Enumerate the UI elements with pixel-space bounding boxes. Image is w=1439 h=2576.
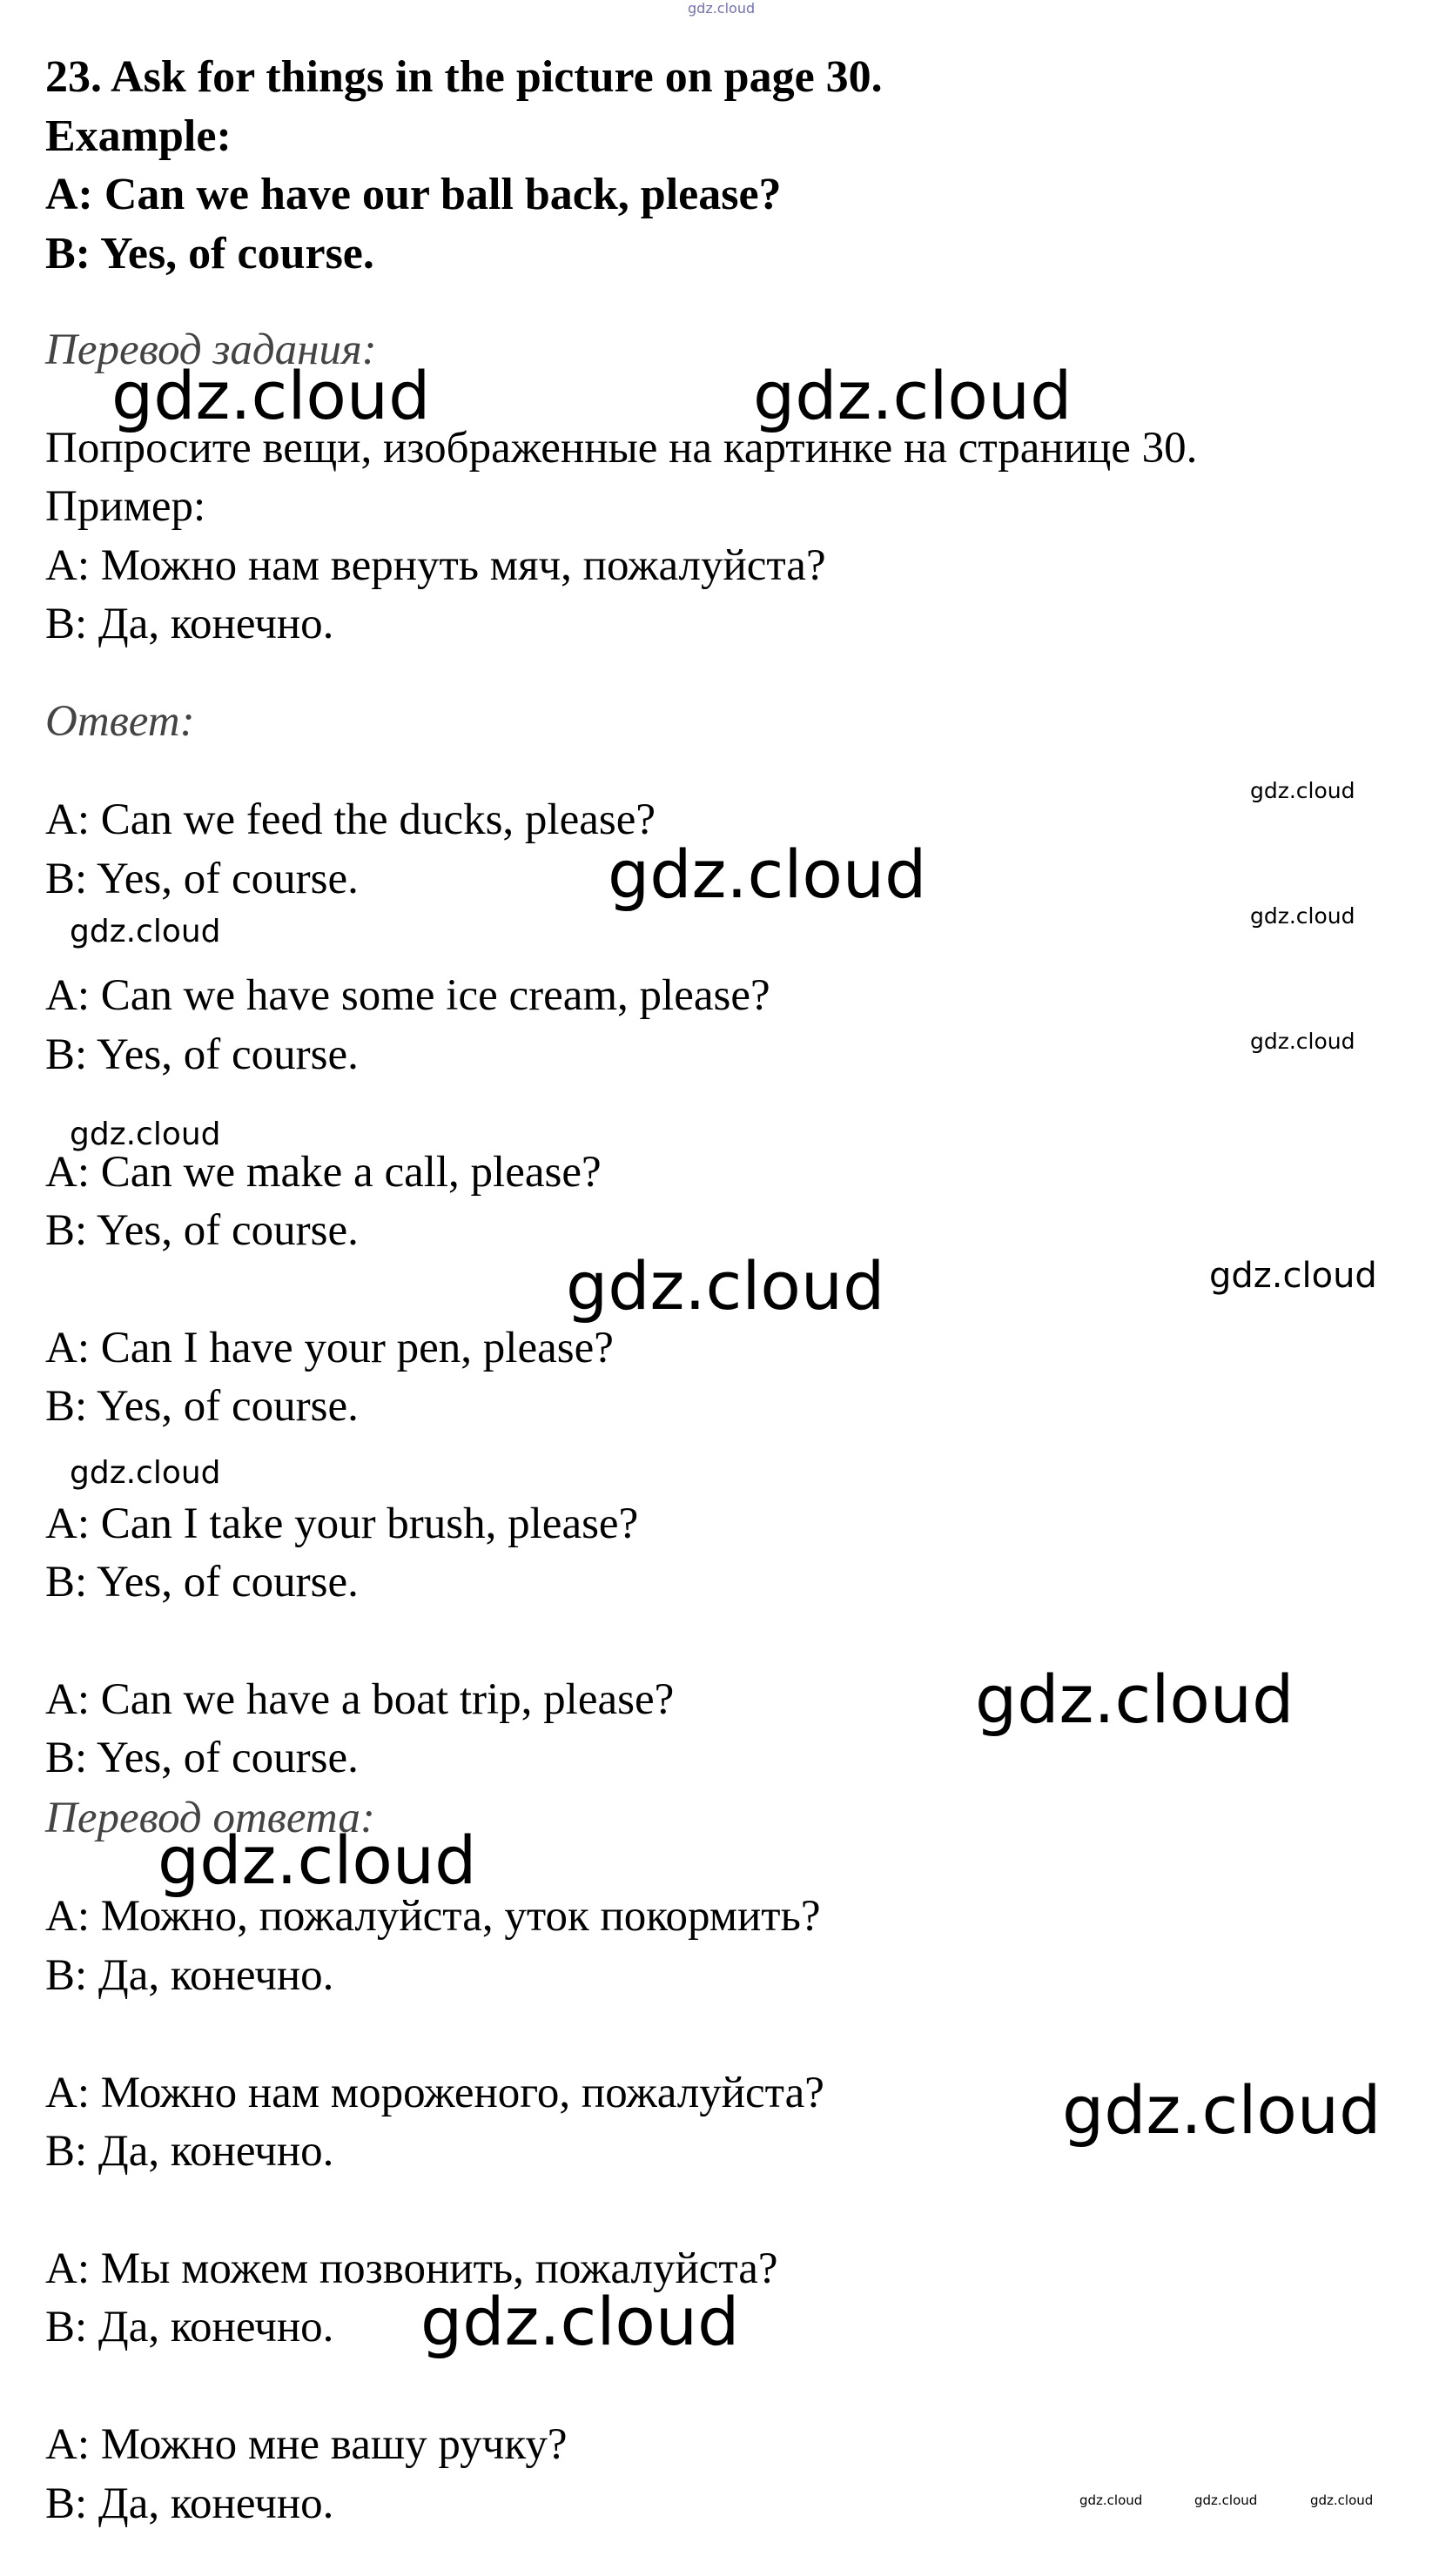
answer-translation-line-a: А: Мы можем позвонить, пожалуйста? xyxy=(45,2244,778,2293)
answer-line-a: A: Can we feed the ducks, please? xyxy=(45,795,656,844)
watermark: gdz.cloud xyxy=(975,1660,1294,1738)
answer-translation-line-b: В: Да, конечно. xyxy=(45,2479,334,2528)
translation-example-label: Пример: xyxy=(45,482,206,531)
example-line-b: B: Yes, of course. xyxy=(45,229,374,278)
example-line-a: A: Can we have our ball back, please? xyxy=(45,170,782,219)
watermark: gdz.cloud xyxy=(753,357,1073,434)
translation-heading: Перевод задания: xyxy=(45,325,377,374)
watermark: gdz.cloud xyxy=(1310,2492,1374,2508)
answer-line-a: A: Can I take your brush, please? xyxy=(45,1499,639,1548)
watermark: gdz.cloud xyxy=(158,1821,477,1899)
example-label: Example: xyxy=(45,111,232,161)
watermark: gdz.cloud xyxy=(1209,1256,1377,1296)
answer-line-a: A: Can I have your pen, please? xyxy=(45,1324,614,1372)
watermark: gdz.cloud xyxy=(1062,2071,1382,2149)
answer-line-b: B: Yes, of course. xyxy=(45,1382,359,1431)
watermark: gdz.cloud xyxy=(420,2283,740,2360)
answer-translation-line-a: А: Можно нам мороженого, пожалуйста? xyxy=(45,2069,824,2117)
watermark: gdz.cloud xyxy=(1079,2492,1143,2508)
task-title: 23. Ask for things in the picture on page 30. xyxy=(45,52,883,102)
answer-line-a: A: Can we have a boat trip, please? xyxy=(45,1675,675,1724)
watermark: gdz.cloud xyxy=(1250,903,1355,929)
answer-heading: Ответ: xyxy=(45,697,195,746)
watermark: gdz.cloud xyxy=(1250,1029,1355,1054)
translation-example-b: В: Да, конечно. xyxy=(45,600,334,648)
watermark: gdz.cloud xyxy=(688,0,756,17)
watermark: gdz.cloud xyxy=(1194,2492,1258,2508)
answer-line-b: B: Yes, of course. xyxy=(45,1734,359,1782)
watermark: gdz.cloud xyxy=(70,914,221,949)
watermark: gdz.cloud xyxy=(608,835,927,913)
answer-translation-line-b: В: Да, конечно. xyxy=(45,2127,334,2176)
watermark: gdz.cloud xyxy=(566,1247,885,1325)
watermark: gdz.cloud xyxy=(111,357,431,434)
answer-translation-line-a: А: Можно, пожалуйста, уток покормить? xyxy=(45,1892,821,1941)
answer-translation-line-b: В: Да, конечно. xyxy=(45,2303,334,2351)
watermark: gdz.cloud xyxy=(1250,778,1355,803)
translation-example-a: А: Можно нам вернуть мяч, пожалуйста? xyxy=(45,541,826,590)
answer-line-b: B: Yes, of course. xyxy=(45,1558,359,1607)
answer-line-b: B: Yes, of course. xyxy=(45,855,359,903)
watermark: gdz.cloud xyxy=(70,1117,221,1152)
answer-translation-line-a: А: Можно мне вашу ручку? xyxy=(45,2420,568,2469)
answer-line-b: B: Yes, of course. xyxy=(45,1206,359,1255)
answer-line-a: A: Can we make a call, please? xyxy=(45,1148,602,1197)
answer-line-b: B: Yes, of course. xyxy=(45,1030,359,1079)
translation-instruction: Попросите вещи, изображенные на картинке на странице 30. xyxy=(45,424,1198,473)
answer-translation-heading: Перевод ответа: xyxy=(45,1794,375,1842)
answer-line-a: A: Can we have some ice cream, please? xyxy=(45,971,770,1020)
answer-translation-line-b: В: Да, конечно. xyxy=(45,1951,334,2000)
watermark: gdz.cloud xyxy=(70,1455,221,1491)
